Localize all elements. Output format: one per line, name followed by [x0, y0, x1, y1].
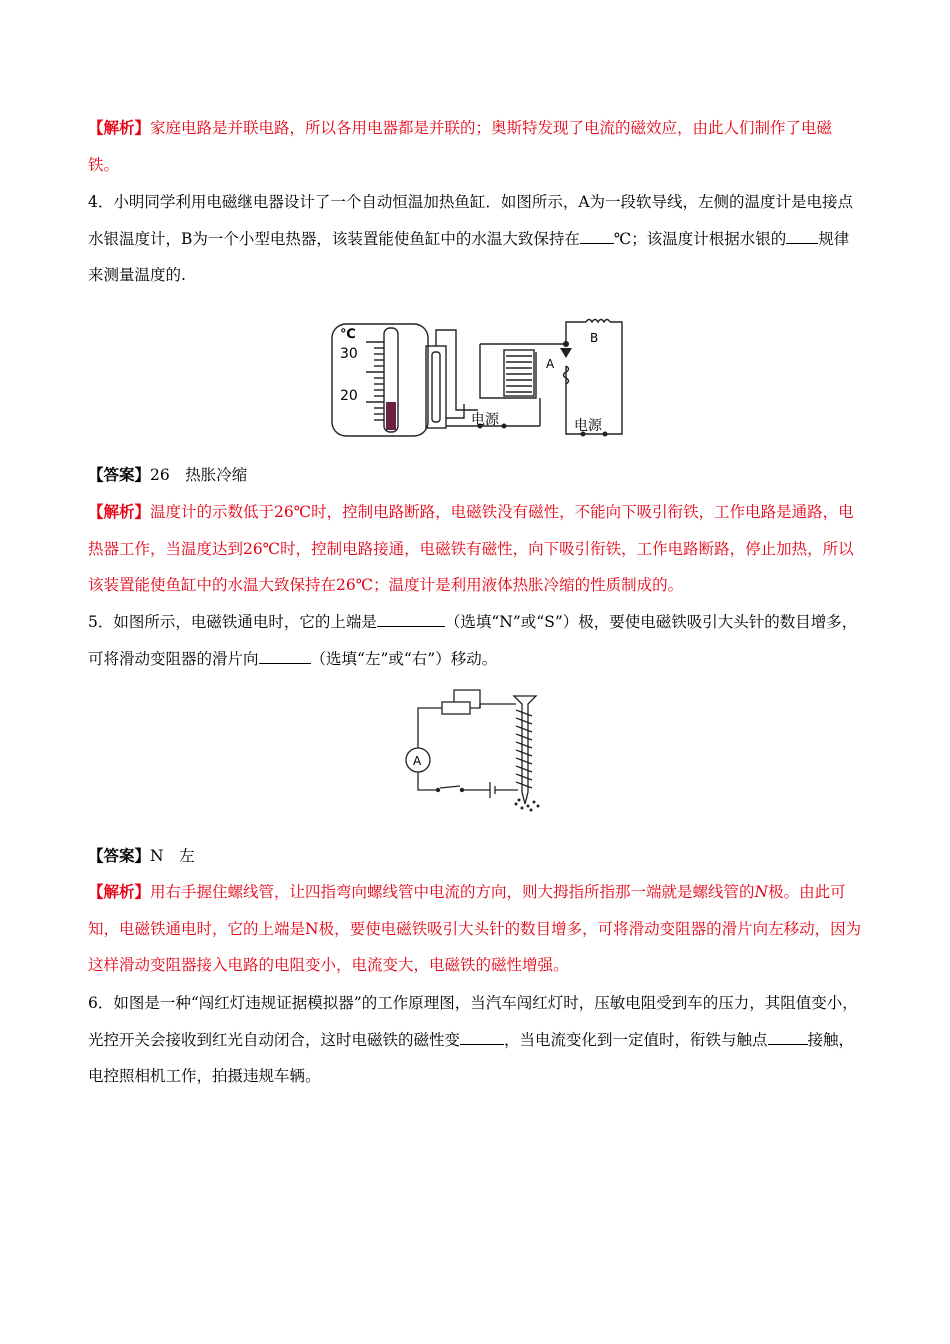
power-source-label: 电源: [471, 412, 499, 428]
tick-label-20: 20: [340, 388, 358, 404]
analysis-text-2: 极。由此可知，电磁铁通电时，它的上端是N极，要使电磁铁吸引大头针的数目增多，可将滑动变阻器的滑片向左移动，因为这样滑动变阻器接入电路的电阻变小，电流变大，电磁铁的磁性增强。: [88, 883, 862, 974]
analysis-text: 家庭电路是并联电路，所以各用电器都是并联的；奥斯特发现了电流的磁效应，由此人们制作了电磁铁。: [88, 119, 833, 174]
analysis-tag: 【解析】: [88, 882, 151, 901]
analysis-text: 温度计的示数低于26℃时，控制电路断路，电磁铁没有磁性，不能向下吸引衔铁，工作电路是通路，电热器工作，当温度达到26℃时，控制电路接通，电磁铁有磁性，向下吸引衔铁，工作电路断路，停止加热，所以该装置能使鱼缸中的水温大致保持在26℃；温度计是利用液体热胀冷缩的性质制成的。: [88, 503, 854, 594]
question-6-text-2: ，当电流变化到一定值时，衔铁与触点: [504, 1030, 768, 1049]
question-6: [88, 985, 863, 1095]
answer-blank: [580, 229, 614, 244]
analysis-5: [88, 874, 863, 984]
circuit-diagram: [398, 684, 558, 814]
answer-tag: 【答案】: [88, 846, 151, 865]
analysis-tag: 【解析】: [88, 502, 151, 521]
question-5-text-3: （选填“左”或“右”）移动。: [310, 649, 498, 668]
analysis-n: N: [754, 883, 769, 901]
circuit-diagram: [328, 318, 628, 440]
analysis-text-1: 用右手握住螺线管，让四指弯向螺线管中电流的方向，则大拇指所指那一端就是螺线管的: [150, 883, 755, 901]
question-5-text-2: （选填“N”或“S”）极，要使电磁铁吸引大头针的数目增多，可将滑动变阻器的滑片向: [88, 613, 858, 668]
electromagnet-figure: [398, 684, 558, 814]
electromagnet-coil: [504, 350, 534, 396]
answer-blank: [377, 612, 445, 627]
analysis-tag: 【解析】: [88, 118, 151, 137]
unit-label: ℃: [340, 327, 356, 342]
question-6-text-1: 6．如图是一种“闯红灯违规证据模拟器”的工作原理图，当汽车闯红灯时，压敏电阻受到车的压力，其阻值变小，光控开关会接收到红光自动闭合，这时电磁铁的磁性变: [88, 994, 858, 1049]
ammeter-label: A: [413, 754, 422, 768]
mercury-column: [386, 402, 396, 430]
question-4-text-2: ℃；该温度计根据水银的: [613, 229, 787, 248]
answer-5: [88, 838, 863, 875]
question-5-text-1: 5．如图所示，电磁铁通电时，它的上端是: [88, 613, 377, 631]
answer-4: [88, 457, 863, 494]
answer-tag: 【答案】: [88, 465, 151, 484]
answer-blank: [786, 229, 818, 244]
tick-label-30: 30: [340, 346, 358, 362]
question-4-text-3: 规律来测量温度的.: [88, 229, 850, 284]
label-a: A: [546, 357, 555, 371]
answer-blank: [460, 1030, 504, 1045]
tank-thermometer: [426, 346, 446, 428]
answer-text: N 左: [150, 847, 195, 865]
rheostat: [442, 702, 470, 714]
question-4-text-1: 4．小明同学利用电磁继电器设计了一个自动恒温加热鱼缸．如图所示，A为一段软导线，左侧的温度计是电接点水银温度计，B为一个小型电热器，该装置能使鱼缸中的水温大致保持在: [88, 193, 854, 248]
answer-blank: [768, 1030, 808, 1045]
power-source-label: 电源: [574, 418, 602, 434]
question-6-text-3: 接触，电控照相机工作，拍摄违规车辆。: [88, 1030, 855, 1085]
answer-blank: [259, 649, 311, 664]
analysis-4: [88, 494, 863, 604]
label-b: B: [590, 331, 599, 345]
thermostat-circuit-figure: [328, 318, 628, 440]
contact-point: [560, 348, 572, 358]
question-4: [88, 184, 863, 294]
answer-text: 26 热胀冷缩: [150, 466, 248, 484]
question-5: [88, 604, 863, 677]
analysis-3: [88, 110, 863, 183]
